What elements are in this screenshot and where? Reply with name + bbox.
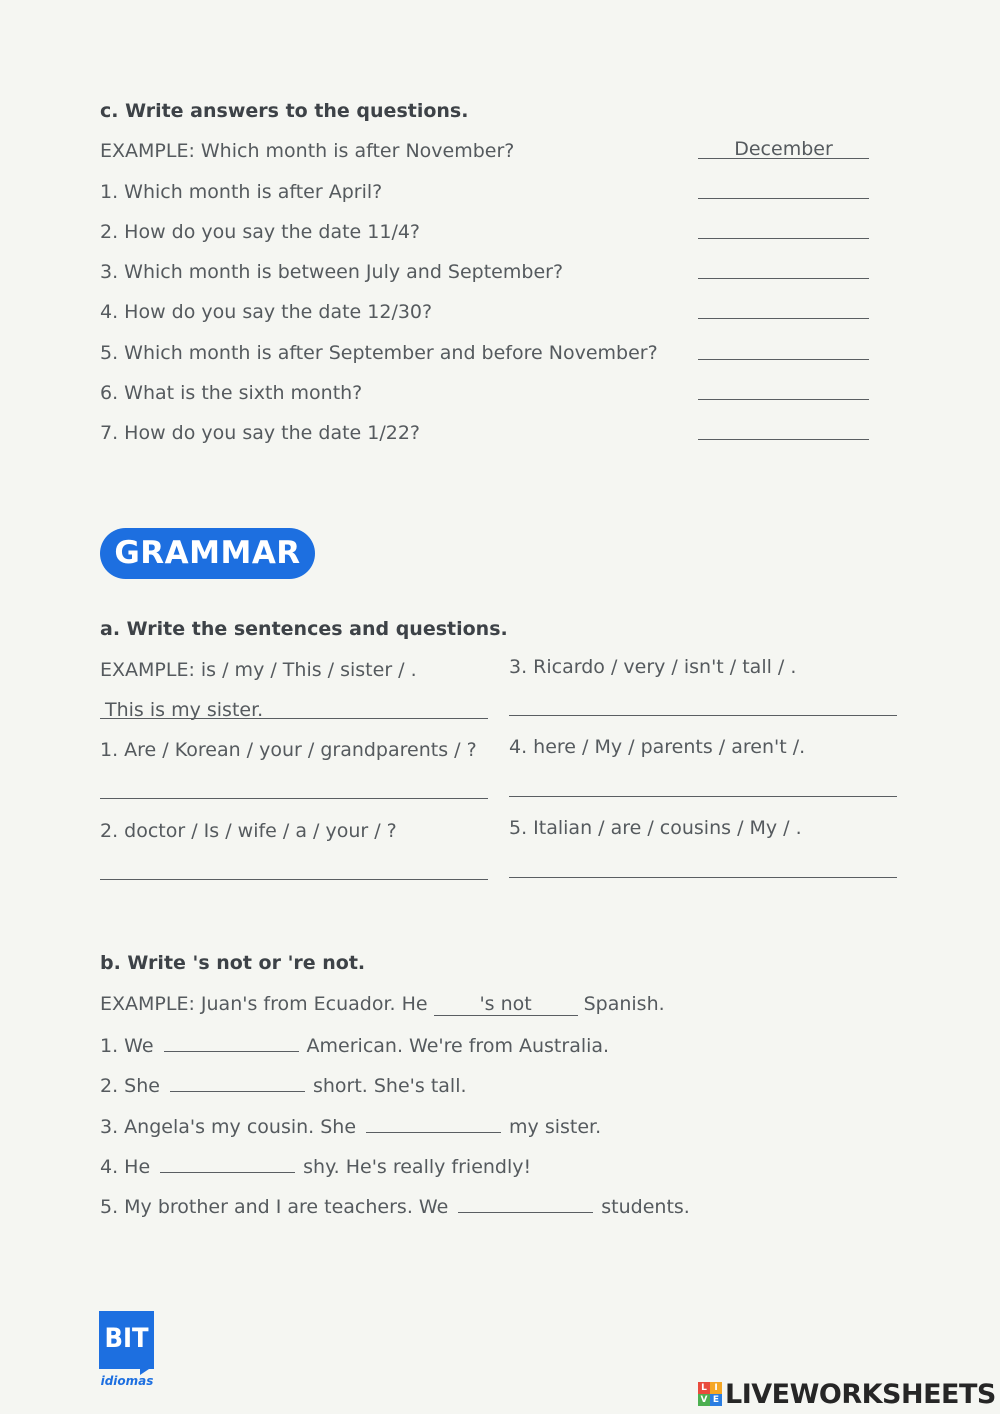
grammar-badge: GRAMMAR: [100, 528, 315, 579]
section-b-item-1: [100, 1033, 609, 1057]
liveworksheets-wordmark: LIVEWORKSHEETS: [725, 1378, 996, 1410]
section-c-example-answer: December: [734, 138, 833, 160]
section-c-question-5: 5. Which month is after September and before November?: [100, 342, 658, 364]
sentence-field-2[interactable]: [100, 879, 488, 880]
section-b-item-before: 4. He: [100, 1156, 151, 1178]
sentence-field-3[interactable]: [509, 715, 897, 716]
answer-field-6[interactable]: [698, 399, 869, 400]
section-a-example-prompt: EXAMPLE: is / my / This / sister / .: [100, 659, 417, 681]
section-b-item-after: students.: [601, 1196, 690, 1218]
answer-field-1[interactable]: [698, 198, 869, 199]
liveworksheets-icon: L I V E: [698, 1382, 722, 1406]
section-b-item-before: 2. She: [100, 1075, 160, 1097]
liveworksheets-watermark: [698, 1379, 996, 1409]
section-b-example-before: EXAMPLE: Juan's from Ecuador. He: [100, 993, 428, 1015]
sentence-field-4[interactable]: [509, 796, 897, 797]
section-c-example-question: EXAMPLE: Which month is after November?: [100, 140, 515, 162]
fill-blank-5[interactable]: [458, 1194, 593, 1213]
section-a-item-4: 4. here / My / parents / aren't /.: [509, 736, 806, 758]
fill-blank-1[interactable]: [164, 1033, 299, 1052]
section-a-heading: a. Write the sentences and questions.: [100, 618, 508, 640]
section-b-item-before: 1. We: [100, 1035, 154, 1057]
sentence-field-1[interactable]: [100, 798, 488, 799]
section-a-example-answer: This is my sister.: [105, 699, 264, 721]
bit-logo: BIT: [99, 1311, 154, 1369]
section-b-item-after: my sister.: [509, 1116, 602, 1138]
section-b-item-5: [100, 1194, 690, 1218]
section-a-item-3: 3. Ricardo / very / isn't / tall / .: [509, 656, 797, 678]
sentence-field-5[interactable]: [509, 877, 897, 878]
section-b-item-3: [100, 1114, 601, 1138]
section-b-example-after: Spanish.: [583, 993, 665, 1015]
section-b-example: [100, 993, 665, 1016]
section-a-item-5: 5. Italian / are / cousins / My / .: [509, 817, 802, 839]
section-b-heading: b. Write 's not or 're not.: [100, 952, 366, 974]
answer-field-5[interactable]: [698, 359, 869, 360]
section-b-item-after: American. We're from Australia.: [306, 1035, 610, 1057]
section-b-item-4: [100, 1154, 531, 1178]
section-c-question-2: 2. How do you say the date 11/4?: [100, 221, 421, 243]
section-b-item-2: [100, 1073, 467, 1097]
section-c-heading: c. Write answers to the questions.: [100, 100, 469, 122]
section-c-question-3: 3. Which month is between July and September?: [100, 261, 564, 283]
section-b-item-after: short. She's tall.: [312, 1075, 467, 1097]
section-c-question-4: 4. How do you say the date 12/30?: [100, 301, 433, 323]
answer-field-3[interactable]: [698, 278, 869, 279]
section-c-question-1: 1. Which month is after April?: [100, 181, 383, 203]
answer-field-2[interactable]: [698, 238, 869, 239]
section-a-item-1: 1. Are / Korean / your / grandparents / ?: [100, 739, 477, 761]
section-c-question-6: 6. What is the sixth month?: [100, 382, 363, 404]
section-b-example-answer: 's not: [434, 993, 578, 1016]
section-a-item-2: 2. doctor / Is / wife / a / your / ?: [100, 820, 397, 842]
section-c-question-7: 7. How do you say the date 1/22?: [100, 422, 421, 444]
fill-blank-4[interactable]: [160, 1154, 295, 1173]
answer-field-4[interactable]: [698, 318, 869, 319]
section-b-item-before: 3. Angela's my cousin. She: [100, 1116, 357, 1138]
section-b-item-after: shy. He's really friendly!: [303, 1156, 532, 1178]
answer-field-7[interactable]: [698, 439, 869, 440]
section-a-example-answer-line: [100, 718, 488, 719]
bit-logo-subtitle: idiomas: [100, 1374, 154, 1388]
fill-blank-3[interactable]: [366, 1114, 501, 1133]
section-b-item-before: 5. My brother and I are teachers. We: [100, 1196, 449, 1218]
fill-blank-2[interactable]: [170, 1073, 305, 1092]
